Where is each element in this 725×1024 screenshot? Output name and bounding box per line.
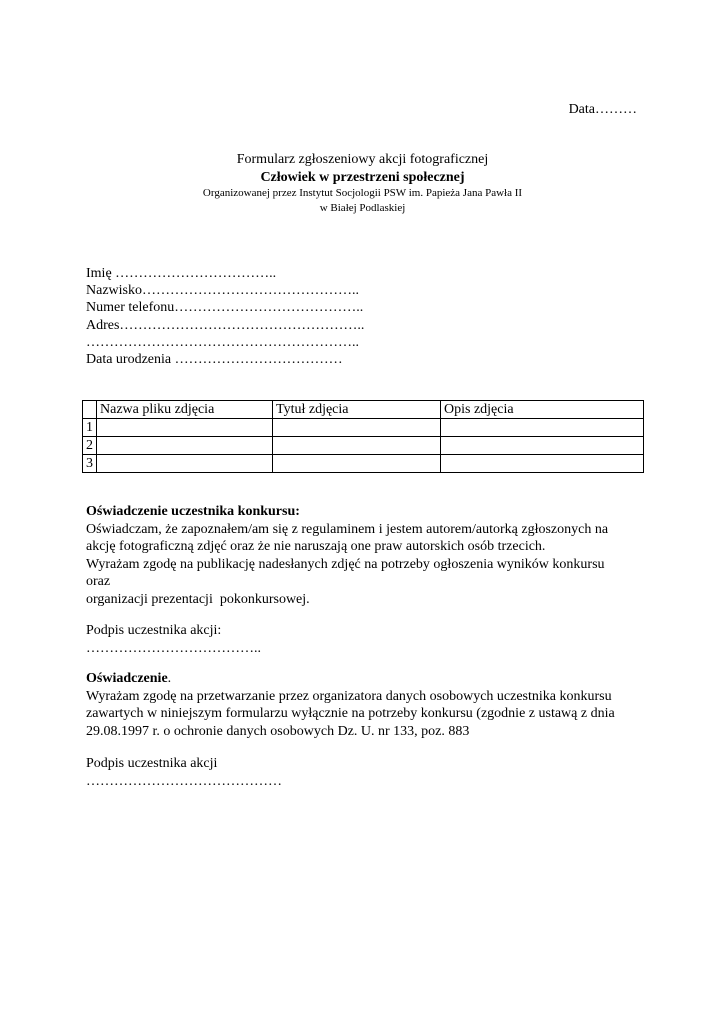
table-header-row [83,401,644,419]
data-statement-line: zawartych w niniejszym formularzu wyłącznie na potrzeby konkursu (zgodnie z ustawą z dnia [86,706,615,721]
participant-statement-heading: Oświadczenie uczestnika konkursu: [86,504,300,519]
cell-description [441,437,644,455]
field-birth-date: Data urodzenia ……………………………… [86,352,343,368]
cell-photo-title [273,419,441,437]
cell-file-name [97,419,273,437]
table-row [83,419,644,437]
participant-statement-line: organizacji prezentacji pokonkursowej. [86,591,310,607]
cell-description [441,455,644,473]
table-row [83,437,644,455]
data-statement-heading: Oświadczenie [86,671,168,686]
cell-photo-title [273,437,441,455]
data-processing-statement [86,670,646,740]
form-subtitle: Człowiek w przestrzeni społecznej [260,170,465,185]
table-header-description: Opis zdjęcia [441,401,644,419]
form-title: Formularz zgłoszeniowy akcji fotograficznej [236,152,489,167]
row-number: 3 [83,455,97,473]
data-statement-line: 29.08.1997 r. o ochronie danych osobowych Dz. U. nr 133, poz. 883 [86,723,470,739]
participant-statement-line: Wyrażam zgodę na publikację nadesłanych zdjęć na potrzeby ogłoszenia wyników konkursu [86,556,605,572]
signature-label: Podpis uczestnika akcji: [86,623,222,638]
table-header-number [83,401,97,419]
cell-description [441,419,644,437]
signature-block-1 [86,622,646,657]
field-last-name: Nazwisko……………………………………….. [86,283,359,299]
signature-line: ……………………………….. [86,640,261,656]
date-line: Data……… [568,102,637,117]
personal-data-fields [86,265,364,368]
table-row [83,455,644,473]
field-address: Adres…………………………………………….. [86,317,365,333]
organizer-line-1: Organizowanej przez Instytut Socjologii PSW im. Papieża Jana Pawła II [202,187,523,199]
photos-table [82,400,644,473]
field-address-continued: ………………………………………………….. [86,334,359,350]
signature-block-2 [86,755,646,790]
participant-statement-line: akcję fotograficzną zdjęć oraz że nie naruszają one praw autorskich osób trzecich. [86,539,546,554]
field-first-name: Imię …………………………….. [86,266,277,281]
table-header-file-name: Nazwa pliku zdjęcia [97,401,273,419]
row-number: 2 [83,437,97,455]
cell-photo-title [273,455,441,473]
field-phone: Numer telefonu………………………………….. [86,300,364,316]
participant-statement [86,503,646,608]
data-statement-heading-wrap [86,670,646,688]
table-header-photo-title: Tytuł zdjęcia [273,401,441,419]
cell-file-name [97,455,273,473]
row-number: 1 [83,419,97,437]
signature-label: Podpis uczestnika akcji [86,756,218,771]
participant-statement-line: oraz [86,574,111,589]
signature-line: …………………………………… [86,773,282,789]
organizer-line-2: w Białej Podlaskiej [319,202,406,214]
data-statement-heading-suffix: . [167,671,172,686]
data-statement-line: Wyrażam zgodę na przetwarzanie przez organizatora danych osobowych uczestnika konkursu [86,688,612,704]
participant-statement-line: Oświadczam, że zapoznałem/am się z regulaminem i jestem autorem/autorką zgłoszonych na [86,521,609,537]
cell-file-name [97,437,273,455]
